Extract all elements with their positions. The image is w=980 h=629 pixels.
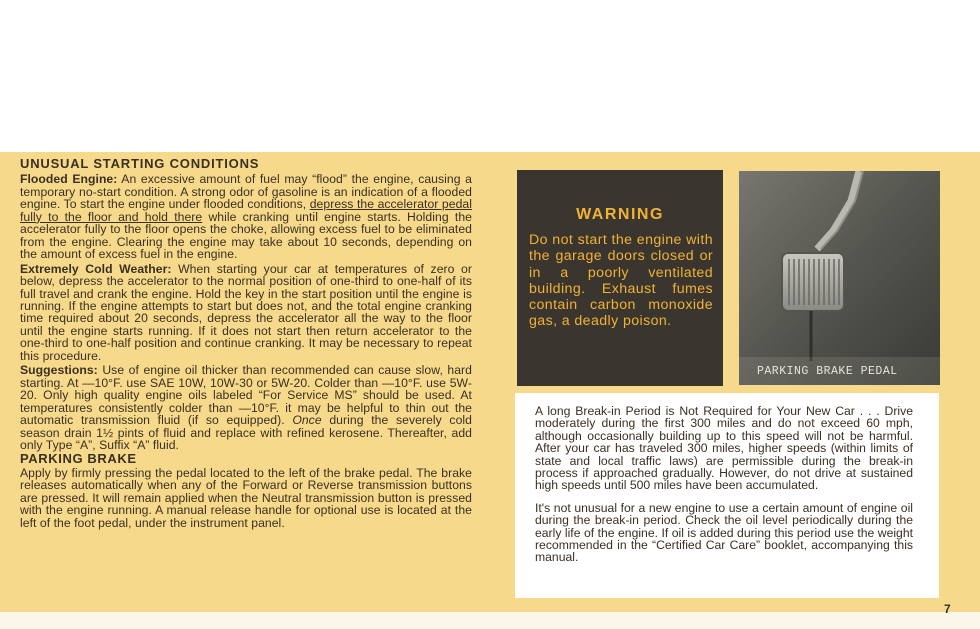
- flooded-text-a: An excessive amount of fuel may “flood” the engine, causing a temporary no-start condition. A strong odor of gasoline is an indication of a flooded engine. To start the engine under flooded conditions,: [20, 172, 472, 212]
- break-in-paragraph-2: It's not unusual for a new engine to use a certain amount of engine oil during the break-in period. Check the oil level periodically during the early life of the engine. If oil is added during this period use the weight recommended in the “Certified Car Care” booklet, accompanying this manual.: [535, 500, 913, 565]
- suggestions-text-a: Use of engine oil thicker than recommended can cause slow, hard starting. At —10°F. use SAE 10W, 10W-30 or 5W-20. Colder than —10°F. use 5W-20. Only high quality engine oils labeled “For Service MS” should be used. At temperatures consistently colder than —10°F. it may be helpful to thin out the automatic transmission fluid (if so equipped).: [20, 363, 472, 428]
- break-in-text: [535, 405, 913, 574]
- pedal-illustration: [739, 171, 940, 385]
- parking-brake-photo: [739, 171, 940, 385]
- flooded-underlined: depress the accelerator pedal fully to the floor and hold there: [20, 197, 472, 224]
- flooded-engine-label: Flooded Engine:: [20, 172, 118, 187]
- flooded-text-b: while cranking until engine starts. Holding the accelerator fully to the floor opens the choke, allowing excess fuel to be eliminated from the engine. Clearing the engine may take about 10 seconds, depending on the amount of excess fuel in the engine.: [20, 209, 472, 262]
- suggestions-once: Once: [292, 413, 322, 428]
- flooded-engine-paragraph: [20, 173, 472, 260]
- parking-brake-heading: PARKING BRAKE: [20, 451, 137, 467]
- suggestions-text-b: during the severely cold season drain 1½ pints of fluid and replace with refined kerosene. Thereafter, add only Type “A”, Suffix “A” fluid.: [20, 413, 472, 452]
- top-margin: [0, 0, 980, 152]
- parking-brake-paragraph: Apply by firmly pressing the pedal located to the left of the brake pedal. The brake releases automatically when any of the Forward or Reverse transmission buttons are pressed. It will remain applied when the Neutral transmission button is pressed with the engine running. A manual release handle for optional use is located at the left of the foot pedal, under the instrument panel.: [20, 465, 472, 530]
- warning-box: [517, 170, 723, 386]
- bottom-margin: [0, 612, 980, 629]
- page-number: 7: [944, 602, 951, 616]
- left-column: [20, 158, 472, 531]
- photo-caption: PARKING BRAKE PEDAL: [757, 365, 898, 378]
- suggestions-label: Suggestions:: [20, 363, 98, 378]
- suggestions-paragraph: [20, 364, 472, 451]
- warning-text: Do not start the engine with the garage doors closed or in a poorly ventilated building. Exhaust fumes contain carbon monoxide gas, a deadly poison.: [529, 232, 713, 330]
- warning-title: WARNING: [576, 206, 664, 223]
- cold-weather-paragraph: [20, 263, 472, 363]
- break-in-panel: [515, 393, 939, 598]
- break-in-paragraph-1: A long Break-in Period is Not Required for Your New Car . . . Drive moderately during the first 300 miles and do not exceed 60 mph, although occasionally building up to this speed will not be harmful. After your car has traveled 300 miles, higher speeds (within limits of state and local traffic laws) are permissible during the break-in process if approached gradually. However, do not drive at sustained high speeds until 500 miles have been accumulated.: [535, 404, 913, 493]
- unusual-starting-heading: UNUSUAL STARTING CONDITIONS: [20, 156, 260, 171]
- cold-weather-text: When starting your car at temperatures of zero or below, depress the accelerator to the normal position of one-third to one-half of its full travel and crank the engine. Hold the key in the start position until the engine is running. If the engine attempts to start but does not, and the total engine cranking time required about 20 seconds, depress the accelerator all the way to the floor until the engine starts running. If it does not start then return accelerator to the one-third to one-half position and continue cranking. It may be necessary to repeat this procedure.: [20, 261, 472, 363]
- cold-weather-label: Extremely Cold Weather:: [20, 261, 172, 276]
